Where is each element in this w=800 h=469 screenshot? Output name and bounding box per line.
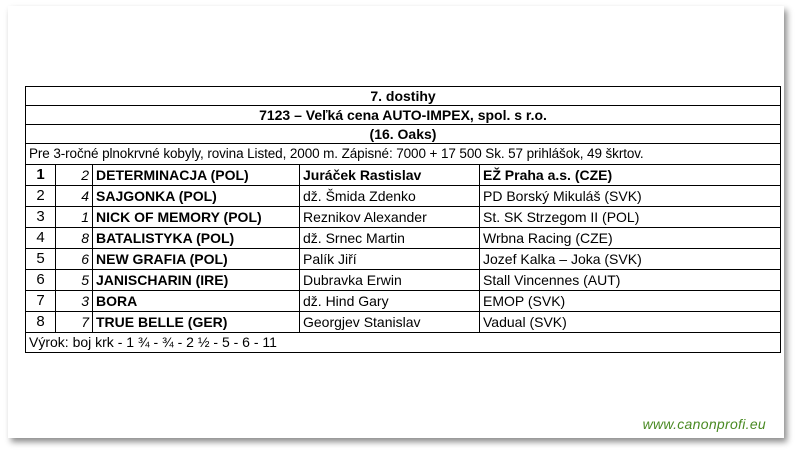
site-watermark: www.canonprofi.eu — [642, 416, 766, 432]
race-name: 7123 – Veľká cena AUTO-IMPEX, spol. s r.o. — [26, 106, 781, 125]
horse-name: NICK OF MEMORY (POL) — [93, 207, 300, 228]
jockey-name: Palík Jiří — [300, 249, 480, 270]
finish-position: 1 — [26, 165, 56, 186]
table-row — [26, 312, 781, 333]
owner-name: Stall Vincennes (AUT) — [480, 270, 781, 291]
finish-position: 7 — [26, 291, 56, 312]
verdict-row — [26, 333, 781, 353]
race-conditions: Pre 3-ročné plnokrvné kobyly, rovina Listed, 2000 m. Zápisné: 7000 + 17 500 Sk. 57 prihlášok, 49 škrtov. — [26, 144, 781, 165]
start-number: 1 — [56, 207, 93, 228]
race-subtitle-row — [26, 125, 781, 144]
start-number: 7 — [56, 312, 93, 333]
race-verdict: Výrok: boj krk - 1 ¾ - ¾ - 2 ½ - 5 - 6 - 11 — [26, 333, 781, 353]
table-row — [26, 228, 781, 249]
jockey-name: dž. Srnec Martin — [300, 228, 480, 249]
race-conditions-row — [26, 144, 781, 165]
owner-name: Vadual (SVK) — [480, 312, 781, 333]
jockey-name: dž. Šmida Zdenko — [300, 186, 480, 207]
finish-position: 4 — [26, 228, 56, 249]
owner-name: EMOP (SVK) — [480, 291, 781, 312]
jockey-name: Juráček Rastislav — [300, 165, 480, 186]
horse-name: TRUE BELLE (GER) — [93, 312, 300, 333]
start-number: 8 — [56, 228, 93, 249]
owner-name: PD Borský Mikuláš (SVK) — [480, 186, 781, 207]
finish-position: 6 — [26, 270, 56, 291]
table-row — [26, 207, 781, 228]
horse-name: BORA — [93, 291, 300, 312]
start-number: 4 — [56, 186, 93, 207]
owner-name: Wrbna Racing (CZE) — [480, 228, 781, 249]
table-row — [26, 270, 781, 291]
horse-name: SAJGONKA (POL) — [93, 186, 300, 207]
jockey-name: dž. Hind Gary — [300, 291, 480, 312]
race-subtitle: (16. Oaks) — [26, 125, 781, 144]
table-row — [26, 249, 781, 270]
horse-name: BATALISTYKA (POL) — [93, 228, 300, 249]
owner-name: St. SK Strzegom II (POL) — [480, 207, 781, 228]
race-title: 7. dostihy — [26, 87, 781, 106]
start-number: 6 — [56, 249, 93, 270]
horse-name: JANISCHARIN (IRE) — [93, 270, 300, 291]
start-number: 2 — [56, 165, 93, 186]
table-row — [26, 165, 781, 186]
table-row — [26, 186, 781, 207]
owner-name: EŽ Praha a.s. (CZE) — [480, 165, 781, 186]
start-number: 3 — [56, 291, 93, 312]
jockey-name: Dubravka Erwin — [300, 270, 480, 291]
jockey-name: Reznikov Alexander — [300, 207, 480, 228]
owner-name: Jozef Kalka – Joka (SVK) — [480, 249, 781, 270]
horse-name: DETERMINACJA (POL) — [93, 165, 300, 186]
finish-position: 5 — [26, 249, 56, 270]
horse-name: NEW GRAFIA (POL) — [93, 249, 300, 270]
race-results-table — [25, 86, 781, 353]
race-title-row — [26, 87, 781, 106]
start-number: 5 — [56, 270, 93, 291]
finish-position: 8 — [26, 312, 56, 333]
race-name-row — [26, 106, 781, 125]
jockey-name: Georgjev Stanislav — [300, 312, 480, 333]
finish-position: 3 — [26, 207, 56, 228]
finish-position: 2 — [26, 186, 56, 207]
document-page — [8, 6, 784, 438]
table-row — [26, 291, 781, 312]
